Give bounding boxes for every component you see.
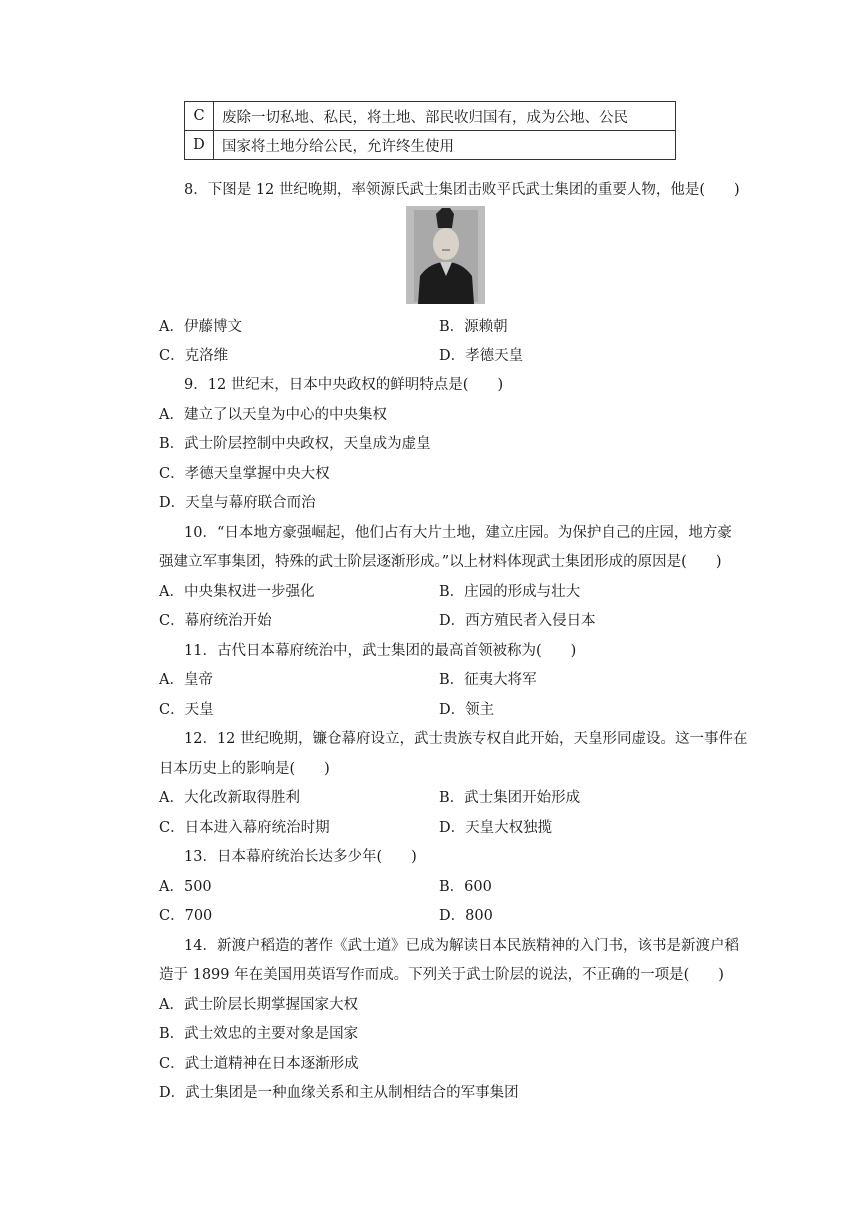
q8-option-b: B．源赖朝 (439, 319, 508, 335)
q13-option-c: C．700 (159, 908, 213, 924)
q8-option-c: C．克洛维 (159, 348, 229, 364)
question-14-line1: 14．新渡户稻造的著作《武士道》已成为解读日本民族精神的入门书，该书是新渡户稻 (184, 938, 739, 954)
q11-option-b: B．征夷大将军 (439, 672, 537, 688)
q13-option-d: D．800 (439, 908, 493, 924)
q13-option-a: A．500 (159, 879, 212, 895)
table-row (185, 131, 676, 160)
q10-option-d: D．西方殖民者入侵日本 (439, 613, 596, 629)
question-13-stem: 13．日本幕府统治长达多少年( ) (184, 849, 417, 865)
table-key: D (185, 131, 214, 160)
question-11-stem: 11．古代日本幕府统治中，武士集团的最高首领被称为( ) (184, 643, 577, 659)
question-10-line1: 10．“日本地方豪强崛起，他们占有大片土地，建立庄园。为保护自己的庄园，地方豪 (184, 525, 732, 541)
question-9-stem: 9．12 世纪末，日本中央政权的鲜明特点是( ) (184, 377, 504, 393)
q11-option-c: C．天皇 (159, 702, 214, 718)
q11-option-a: A．皇帝 (159, 672, 213, 688)
q9-option-a: A．建立了以天皇为中心的中央集权 (159, 407, 387, 423)
q14-option-b: B．武士效忠的主要对象是国家 (159, 1026, 359, 1042)
q8-option-a: A．伊藤博文 (159, 319, 242, 335)
q10-option-c: C．幕府统治开始 (159, 613, 272, 629)
q12-option-c: C．日本进入幕府统治时期 (159, 820, 330, 836)
q14-option-d: D．武士集团是一种血缘关系和主从制相结合的军事集团 (159, 1085, 519, 1101)
question-12-line2: 日本历史上的影响是( ) (159, 761, 330, 777)
question-8-stem: 8．下图是 12 世纪晚期，率领源氏武士集团击败平氏武士集团的重要人物，他是( ) (184, 182, 740, 198)
question-12-line1: 12．12 世纪晚期，镰仓幕府设立，武士贵族专权自此开始，天皇形同虚设。这一事件在 (184, 731, 748, 747)
table-key: C (185, 102, 214, 131)
q14-option-c: C．武士道精神在日本逐渐形成 (159, 1056, 359, 1072)
q14-option-a: A．武士阶层长期掌握国家大权 (159, 997, 358, 1013)
q10-option-b: B．庄园的形成与壮大 (439, 584, 581, 600)
q9-option-b: B．武士阶层控制中央政权，天皇成为虚皇 (159, 436, 431, 452)
q12-option-a: A．大化改新取得胜利 (159, 790, 300, 806)
q11-option-d: D．领主 (439, 702, 495, 718)
q13-option-b: B．600 (439, 879, 492, 895)
q12-option-b: B．武士集团开始形成 (439, 790, 581, 806)
table-text: 废除一切私地、私民，将土地、部民收归国有，成为公地、公民 (214, 102, 676, 131)
portrait-figure (406, 206, 485, 304)
q9-option-d: D．天皇与幕府联合而治 (159, 495, 316, 511)
options-table (184, 101, 676, 160)
q12-option-d: D．天皇大权独揽 (439, 820, 553, 836)
q10-option-a: A．中央集权进一步强化 (159, 584, 315, 600)
table-row (185, 102, 676, 131)
portrait-image (406, 206, 485, 304)
question-14-line2: 造于 1899 年在美国用英语写作而成。下列关于武士阶层的说法，不正确的一项是( ) (159, 967, 724, 983)
q8-option-d: D．孝德天皇 (439, 348, 524, 364)
question-10-line2: 强建立军事集团，特殊的武士阶层逐渐形成。”以上材料体现武士集团形成的原因是( ) (159, 554, 722, 570)
table-text: 国家将土地分给公民，允许终生使用 (214, 131, 676, 160)
q9-option-c: C．孝德天皇掌握中央大权 (159, 466, 330, 482)
